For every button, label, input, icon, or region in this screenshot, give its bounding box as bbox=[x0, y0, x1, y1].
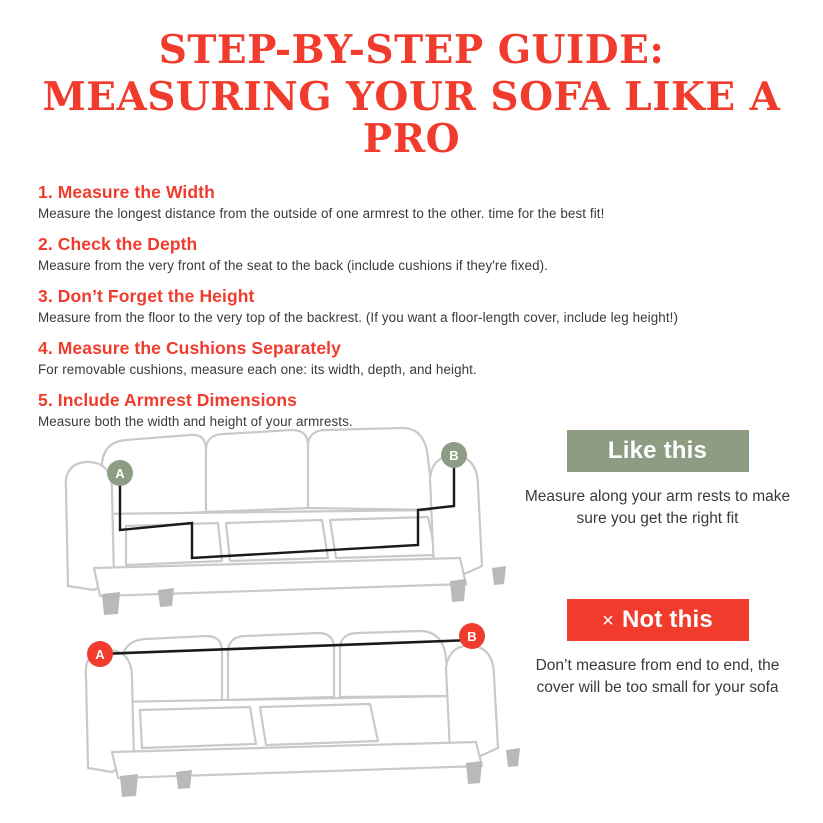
step-item bbox=[38, 234, 798, 273]
marker-b-correct bbox=[441, 442, 467, 468]
step-3-body: Measure from the floor to the very top of the backrest. (If you want a floor-length cover, include leg height!) bbox=[38, 309, 679, 325]
title-line-2: MEASURING YOUR SOFA LIKE A PRO bbox=[42, 74, 781, 162]
step-item bbox=[38, 286, 798, 325]
marker-b-incorrect bbox=[459, 623, 485, 649]
sofa-correct bbox=[66, 428, 482, 596]
like-this-caption: Measure along your arm rests to make sure you get the right fit bbox=[524, 488, 791, 528]
step-4-heading: 4. Measure the Cushions Separately bbox=[38, 337, 341, 358]
svg-text:B: B bbox=[467, 629, 477, 644]
step-5-heading: 5. Include Armrest Dimensions bbox=[38, 389, 297, 410]
like-this-label: Like this bbox=[607, 437, 708, 464]
step-4-body: For removable cushions, measure each one: its width, depth, and height. bbox=[38, 361, 477, 377]
step-item bbox=[38, 182, 798, 221]
examples-column bbox=[520, 430, 795, 700]
step-1-heading: 1. Measure the Width bbox=[38, 181, 215, 202]
sofa-diagrams-svg bbox=[30, 418, 530, 798]
not-this-caption: Don’t measure from end to end, the cover will be too small for your sofa bbox=[535, 656, 780, 697]
marker-a-incorrect bbox=[87, 641, 113, 667]
close-icon: × bbox=[602, 609, 614, 632]
example-good bbox=[520, 430, 795, 531]
svg-text:A: A bbox=[95, 647, 105, 662]
example-bad bbox=[520, 599, 795, 700]
not-this-badge bbox=[567, 599, 749, 641]
sofa-illustrations bbox=[30, 418, 530, 798]
page-title bbox=[0, 0, 823, 160]
svg-text:B: B bbox=[449, 448, 459, 463]
not-this-label: Not this bbox=[621, 605, 713, 633]
step-5-body: Measure both the width and height of your armrests. bbox=[38, 413, 353, 429]
like-this-badge bbox=[567, 430, 749, 472]
step-3-heading: 3. Don’t Forget the Height bbox=[38, 285, 255, 306]
title-line-1: STEP-BY-STEP GUIDE: bbox=[158, 27, 665, 73]
svg-text:A: A bbox=[115, 466, 125, 481]
step-item bbox=[38, 338, 798, 377]
step-1-body: Measure the longest distance from the outside of one armrest to the other. time for the best fit! bbox=[38, 205, 605, 221]
steps-list bbox=[38, 182, 798, 429]
step-2-body: Measure from the very front of the seat to the back (include cushions if they're fixed). bbox=[38, 257, 549, 273]
step-2-heading: 2. Check the Depth bbox=[38, 233, 198, 254]
marker-a-correct bbox=[107, 460, 133, 486]
